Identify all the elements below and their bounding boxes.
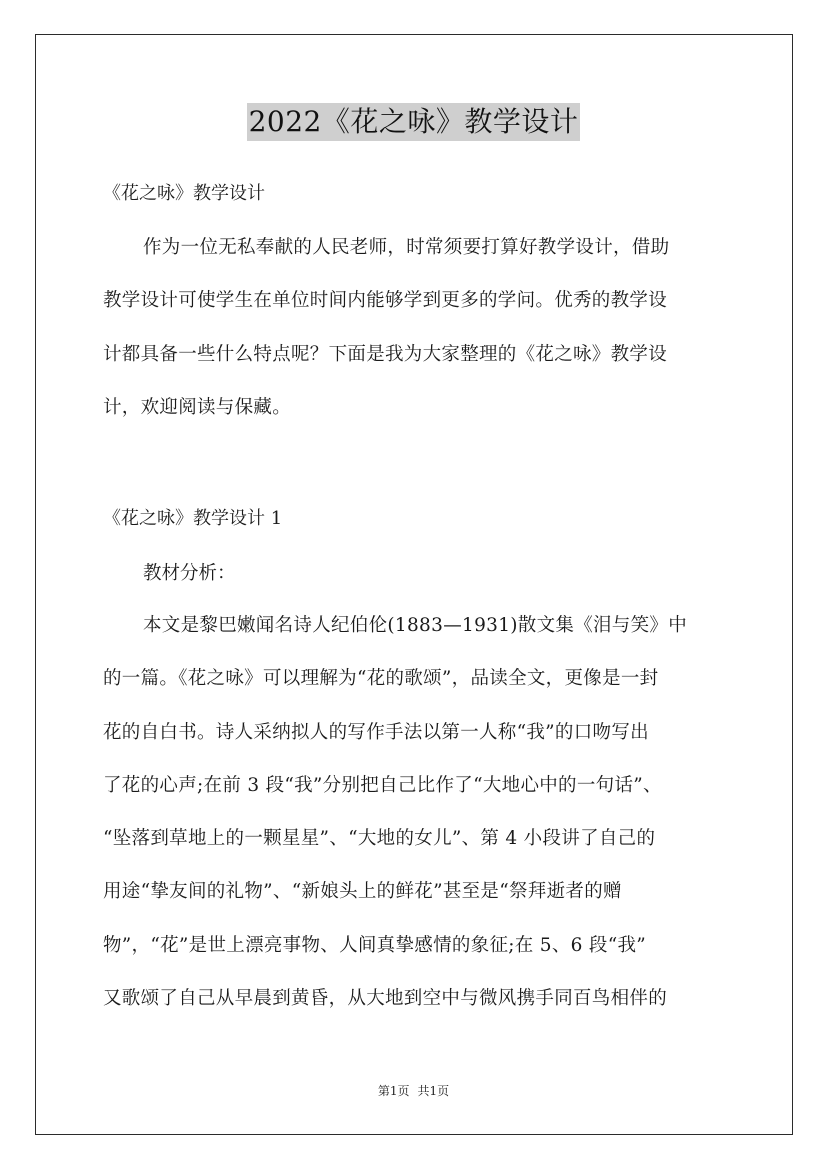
section-heading: 《花之咏》教学设计 1 xyxy=(103,508,283,529)
body-line: 了花的心声;在前 3 段“我”分别把自己比作了“大地心中的一句话”、 xyxy=(103,774,662,796)
intro-line: 计，欢迎阅读与保藏。 xyxy=(103,396,292,418)
body-line: 花的自白书。诗人采纳拟人的写作手法以第一人称“我”的口吻写出 xyxy=(103,721,649,743)
intro-line: 教学设计可使学生在单位时间内能够学到更多的学问。优秀的教学设 xyxy=(103,290,668,312)
body-line: 物”，“花”是世上漂亮事物、人间真挚感情的象征;在 5、6 段“我” xyxy=(103,934,647,956)
sub-heading: 教材分析： xyxy=(143,563,236,584)
page-number: 第1页 xyxy=(377,1084,410,1098)
body-line: 本文是黎巴嫩闻名诗人纪伯伦(1883—1931)散文集《泪与笑》中 xyxy=(143,615,687,636)
document-subtitle: 《花之咏》教学设计 xyxy=(103,183,265,204)
title-container xyxy=(0,103,827,141)
intro-paragraph xyxy=(103,234,725,447)
document-title: 2022《花之咏》教学设计 xyxy=(247,103,581,141)
body-line: “坠落到草地上的一颗星星”、“大地的女儿”、第 4 小段讲了自己的 xyxy=(103,828,656,850)
body-line: 用途“挚友间的礼物”、“新娘头上的鲜花”甚至是“祭拜逝者的赠 xyxy=(103,881,622,903)
intro-line: 作为一位无私奉献的人民老师，时常须要打算好教学设计，借助 xyxy=(143,237,670,258)
page-total: 共1页 xyxy=(417,1084,450,1098)
body-line: 又歌颂了自己从早晨到黄昏，从大地到空中与微风携手同百鸟相伴的 xyxy=(103,988,668,1010)
body-line: 的一篇。《花之咏》可以理解为“花的歌颂”，品读全文，更像是一封 xyxy=(103,668,659,690)
intro-line: 计都具备一些什么特点呢？下面是我为大家整理的《花之咏》教学设 xyxy=(103,343,668,365)
body-paragraph xyxy=(103,612,725,1038)
page-footer xyxy=(0,1083,827,1099)
